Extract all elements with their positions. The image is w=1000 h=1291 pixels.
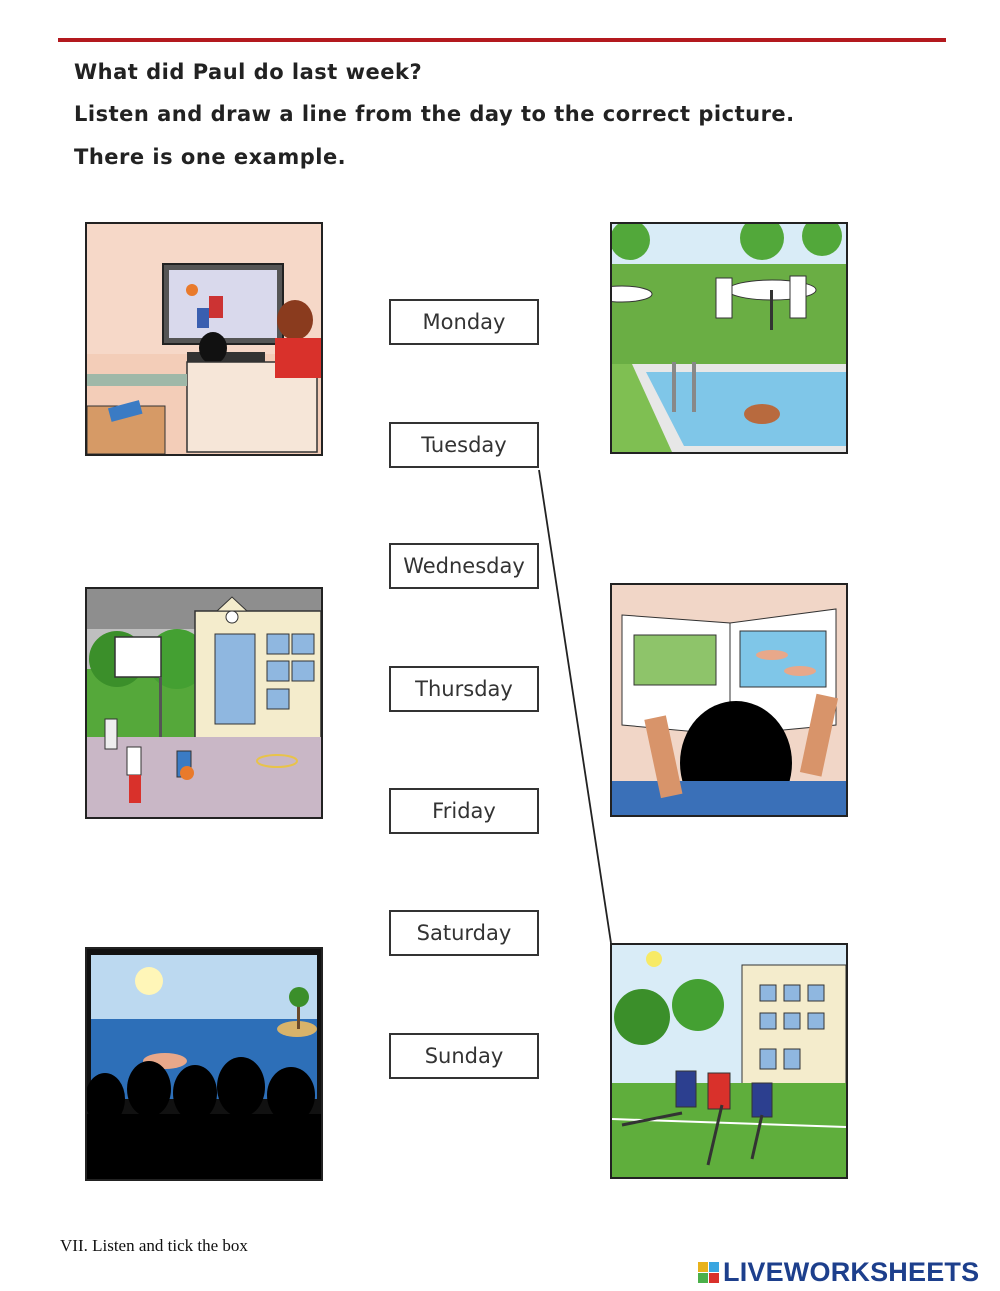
day-box-monday[interactable]: Monday (389, 299, 539, 345)
reading-book-illustration (612, 585, 846, 815)
next-task-heading: VII. Listen and tick the box (60, 1236, 248, 1255)
liveworksheets-logo-text: LIVEWORKSHEETS (723, 1256, 980, 1287)
instruction-example-note: There is one example. (74, 145, 347, 169)
day-box-saturday[interactable]: Saturday (389, 910, 539, 956)
picture-cinema[interactable] (85, 947, 323, 1181)
liveworksheets-logo (698, 1257, 979, 1287)
cinema-illustration (87, 949, 321, 1179)
day-box-sunday[interactable]: Sunday (389, 1033, 539, 1079)
tv-scene-illustration (87, 224, 321, 454)
instruction-line: Listen and draw a line from the day to the correct picture. (74, 102, 795, 126)
picture-pool[interactable] (610, 222, 848, 454)
pool-illustration (612, 224, 846, 452)
liveworksheets-logo-icon (698, 1262, 719, 1283)
picture-school-basketball[interactable] (85, 587, 323, 819)
picture-watching-tv[interactable] (85, 222, 323, 456)
day-box-friday[interactable]: Friday (389, 788, 539, 834)
header-rule (58, 38, 946, 42)
instruction-title: What did Paul do last week? (74, 60, 423, 84)
day-box-thursday[interactable]: Thursday (389, 666, 539, 712)
day-box-wednesday[interactable]: Wednesday (389, 543, 539, 589)
picture-reading-book[interactable] (610, 583, 848, 817)
day-box-tuesday[interactable]: Tuesday (389, 422, 539, 468)
hockey-illustration (612, 945, 846, 1177)
school-basketball-illustration (87, 589, 321, 817)
picture-hockey[interactable] (610, 943, 848, 1179)
